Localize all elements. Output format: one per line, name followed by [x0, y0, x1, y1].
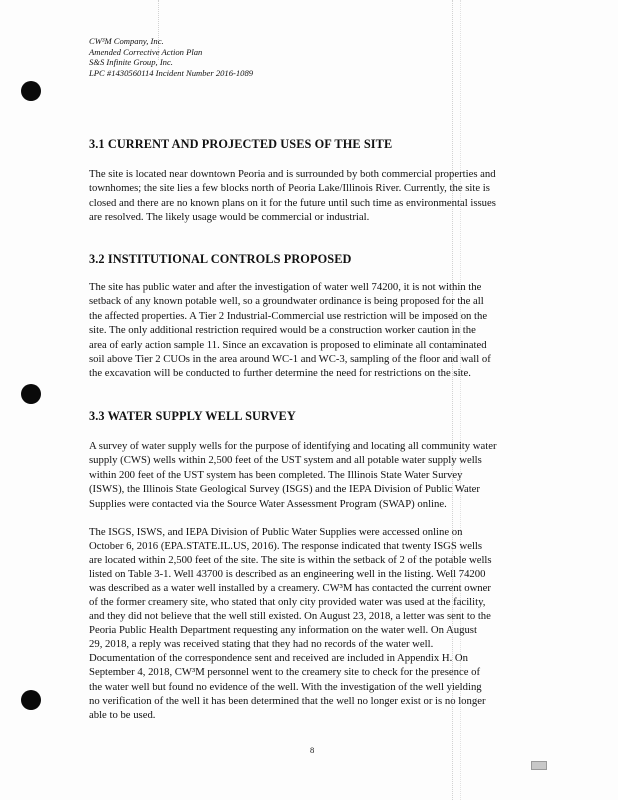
text-line: the excavation will be conducted to further determine the need for restrictions on the site.: [89, 367, 471, 380]
text-line: September 4, 2018, CW³M personnel went to the creamery site to check for the presence of: [89, 666, 481, 679]
incident-number: LPC #1430560114 Incident Number 2016-1089: [89, 67, 254, 78]
document-title: Amended Corrective Action Plan: [89, 46, 203, 57]
section-3-3-paragraph-2: [89, 525, 571, 722]
text-line: was described as a water well installed by a creamery. CW³M has contacted the current owner: [89, 582, 491, 595]
client-name: S&S Infinite Group, Inc.: [89, 57, 173, 67]
text-line: soil above Tier 2 CUOs in the area around WC-1 and WC-3, sampling of the floor and wall of: [89, 352, 491, 365]
section-heading-3-3: 3.3 WATER SUPPLY WELL SURVEY: [89, 409, 296, 423]
text-line: Supplies were contacted via the Source Water Assessment Program (SWAP) online.: [89, 497, 447, 510]
text-line: supply (CWS) wells within 2,500 feet of the UST system and all potable water supply wells: [89, 454, 482, 467]
text-line: October 6, 2016 (EPA.STATE.IL.US, 2016). The response indicated that twenty ISGS wells: [89, 540, 483, 553]
text-line: area of early action sample 11. Since an excavation is proposed to eliminate all contaminated: [89, 338, 487, 351]
text-line: setback of any known potable well, so a groundwater ordinance is being proposed for the all: [89, 295, 484, 308]
text-line: the water well but found no evidence of the well. With the investigation of the well yielding: [89, 680, 482, 693]
section-3-3-paragraph-1: [89, 439, 571, 511]
text-line: Documentation of the correspondence sent and received are included in Appendix H. On: [89, 652, 468, 665]
section-heading-3-2: 3.2 INSTITUTIONAL CONTROLS PROPOSED: [89, 252, 352, 266]
text-line: site. The only additional restriction required would be a construction worker caution in the: [89, 324, 476, 337]
punch-hole: [21, 384, 41, 404]
text-line: are resolved. The likely usage would be commercial or industrial.: [89, 211, 370, 224]
text-line: (ISWS), the Illinois State Geological Survey (ISGS) and the IEPA Division of Public Water: [89, 483, 480, 496]
text-line: listed on Table 3-1. Well 43700 is described as an engineering well in the listing. Well 74200: [89, 568, 486, 581]
section-3-1-paragraph: [89, 167, 571, 225]
company-name: CW³M Company, Inc.: [89, 36, 164, 46]
page-number: 8: [310, 745, 315, 755]
document-header: [89, 36, 253, 78]
text-line: no verification of the well it has been determined that the well no longer exist or is no longer: [89, 694, 486, 707]
punch-hole: [21, 690, 41, 710]
scan-stamp: [531, 761, 547, 770]
section-heading-3-1: 3.1 CURRENT AND PROJECTED USES OF THE SITE: [89, 137, 393, 151]
text-line: The site has public water and after the investigation of water well 74200, it is not within the: [89, 281, 482, 293]
text-line: Peoria Public Health Department requesting any information on the water well. On August: [89, 624, 477, 637]
text-line: of the former creamery site, who stated that only city provided water was used at the facility,: [89, 596, 486, 609]
section-3-2-paragraph: [89, 280, 571, 381]
text-line: 29, 2018, a reply was received stating that they had no records of the water well.: [89, 638, 434, 651]
text-line: and they did not believe that the well still existed. On August 23, 2018, a letter was sent to the: [89, 610, 491, 623]
text-line: within 200 feet of the UST system has been completed. The Illinois State Water Survey: [89, 468, 463, 481]
text-line: A survey of water supply wells for the purpose of identifying and locating all community water: [89, 440, 497, 452]
text-line: able to be used.: [89, 708, 156, 721]
text-line: closed and there are no known plans on it for the future until such time as environmental issues: [89, 196, 496, 209]
text-line: are located within 2,500 feet of the site. The site is within the setback of 2 of the potable wells: [89, 554, 492, 567]
text-line: The ISGS, ISWS, and IEPA Division of Public Water Supplies were accessed online on: [89, 526, 463, 538]
punch-hole: [21, 81, 41, 101]
text-line: The site is located near downtown Peoria and is surrounded by both commercial properties and: [89, 168, 496, 180]
text-line: the affected properties. A Tier 2 Industrial-Commercial use restriction will be imposed on the: [89, 309, 488, 322]
text-line: townhomes; the site lies a few blocks north of Peoria Lake/Illinois River. Currently, the site is: [89, 182, 490, 195]
